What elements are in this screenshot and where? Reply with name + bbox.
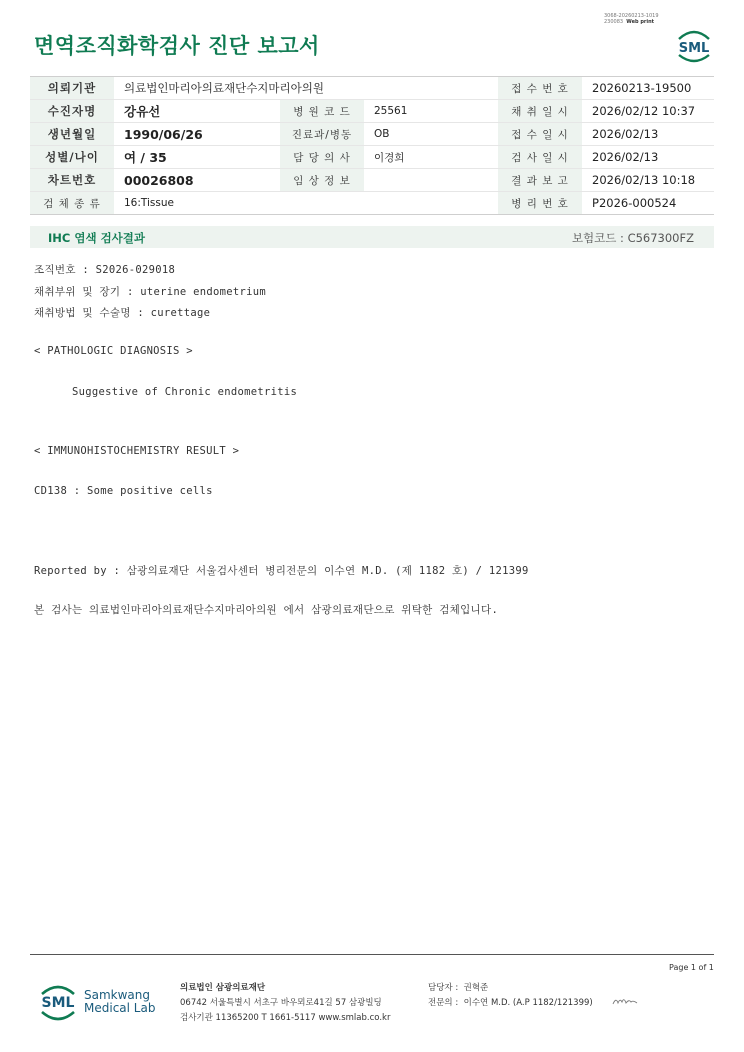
label-physician: 담 당 의 사: [280, 146, 364, 169]
label-specimen-type: 검 체 종 류: [30, 192, 114, 215]
web-print-label: Web print: [626, 19, 655, 25]
sml-logo-icon: [673, 27, 715, 65]
value-requesting-institution: 의료법인마리아의료재단수지마리아의원: [114, 77, 498, 100]
specialist-label: 전문의 :: [428, 998, 459, 1008]
collection-site: 채취부위 및 장기 : uterine endometrium: [34, 286, 267, 298]
insurance-code: 보험코드 : C567300FZ: [571, 231, 694, 245]
value-physician: 이경희: [364, 146, 498, 169]
value-hospital-code: 25561: [364, 100, 498, 123]
footer-brand: [84, 989, 155, 1015]
footer-divider: [30, 954, 714, 955]
document-code-line2: [604, 19, 659, 25]
page-number: Page 1 of 1: [669, 963, 714, 972]
label-requesting-institution: 의뢰기관: [30, 77, 114, 100]
value-collection-date: 2026/02/12 10:37: [582, 100, 714, 123]
value-result-report: 2026/02/13 10:18: [582, 169, 714, 192]
section-title: IHC 염색 검사결과: [48, 231, 146, 245]
collection-method: 채취방법 및 수술명 : curettage: [34, 307, 211, 319]
report-title: 면역조직화학검사 진단 보고서: [34, 34, 320, 58]
label-hospital-code: 병 원 코 드: [280, 100, 364, 123]
label-birth-date: 생년월일: [30, 123, 114, 146]
document-code-line1: 3068-20260213-1019: [604, 13, 659, 19]
label-test-date: 검 사 일 시: [498, 146, 582, 169]
reported-by: Reported by : 삼광의료재단 서울검사센터 병리전문의 이수연 M.D. (제 1182 호) / 121399: [34, 565, 529, 577]
sml-footer-logo-icon: [36, 980, 80, 1024]
table-row: [30, 192, 714, 215]
table-row: [30, 77, 714, 100]
document-code: [604, 13, 659, 25]
sml-footer-logo-text: SML: [41, 995, 75, 1011]
label-sex-age: 성별/나이: [30, 146, 114, 169]
label-receipt-date: 접 수 일 시: [498, 123, 582, 146]
diagnosis-text: Suggestive of Chronic endometritis: [72, 386, 298, 398]
footer-organization: [180, 981, 390, 1026]
value-specimen-type: 16:Tissue: [114, 192, 498, 215]
table-row: [30, 146, 714, 169]
staff-label: 담당자 :: [428, 983, 459, 993]
value-department: OB: [364, 123, 498, 146]
label-pathology-number: 병 리 번 호: [498, 192, 582, 215]
tissue-number: 조직번호 : S2026-029018: [34, 264, 176, 276]
diagnosis-header: < PATHOLOGIC DIAGNOSIS >: [34, 345, 193, 357]
table-row: [30, 169, 714, 192]
label-patient-name: 수진자명: [30, 100, 114, 123]
label-chart-number: 차트번호: [30, 169, 114, 192]
footer-staff: [428, 981, 593, 1011]
brand-line-1: Samkwang: [84, 988, 150, 1002]
label-department: 진료과/병동: [280, 123, 364, 146]
value-chart-number: 00026808: [114, 169, 280, 192]
org-contact: 검사기관 11365200 T 1661-5117 www.smlab.co.kr: [180, 1013, 391, 1023]
value-sex-age: 여 / 35: [114, 146, 280, 169]
brand-line-2: Medical Lab: [84, 1001, 156, 1015]
staff-row: [428, 981, 593, 996]
ihc-header: < IMMUNOHISTOCHEMISTRY RESULT >: [34, 445, 240, 457]
table-row: [30, 100, 714, 123]
value-test-date: 2026/02/13: [582, 146, 714, 169]
specialist-row: [428, 996, 593, 1011]
value-receipt-number: 20260213-19500: [582, 77, 714, 100]
org-address: 06742 서울특별시 서초구 바우뫼로41길 57 삼광빌딩: [180, 998, 382, 1008]
sml-logo-text: SML: [678, 41, 710, 56]
org-name: 의료법인 삼광의료재단: [180, 983, 266, 993]
value-pathology-number: P2026-000524: [582, 192, 714, 215]
specialist-name: 이수연 M.D. (A.P 1182/121399): [463, 998, 593, 1008]
signature-icon: [612, 995, 638, 1007]
value-clinical-info: [364, 169, 498, 192]
patient-info-table: [30, 76, 714, 215]
value-patient-name: 강유선: [114, 100, 280, 123]
label-receipt-number: 접 수 번 호: [498, 77, 582, 100]
label-collection-date: 채 취 일 시: [498, 100, 582, 123]
label-result-report: 결 과 보 고: [498, 169, 582, 192]
table-row: [30, 123, 714, 146]
document-code-number: 230083: [604, 19, 624, 25]
ihc-result: CD138 : Some positive cells: [34, 485, 213, 497]
consignment-note: 본 검사는 의료법인마리아의료재단수지마리아의원 에서 삼광의료재단으로 위탁한 검체입니다.: [34, 604, 499, 616]
value-receipt-date: 2026/02/13: [582, 123, 714, 146]
value-birth-date: 1990/06/26: [114, 123, 280, 146]
label-clinical-info: 임 상 정 보: [280, 169, 364, 192]
staff-name: 권혁준: [463, 983, 489, 993]
